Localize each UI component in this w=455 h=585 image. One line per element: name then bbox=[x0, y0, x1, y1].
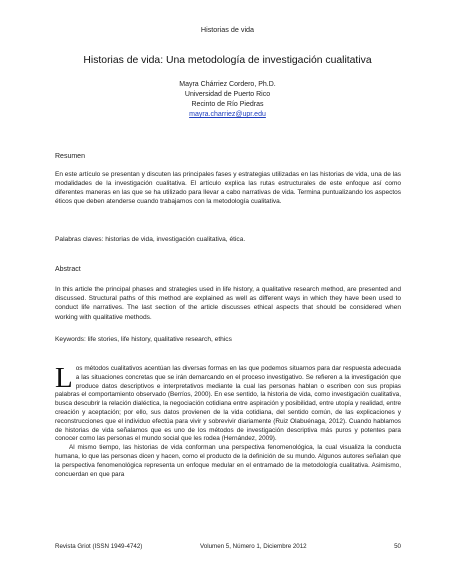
author-name: Mayra Chárriez Cordero, Ph.D. bbox=[179, 81, 276, 88]
author-email-link[interactable]: mayra.charriez@upr.edu bbox=[189, 111, 266, 118]
author-block bbox=[0, 80, 455, 120]
footer-page-number: 50 bbox=[394, 543, 401, 550]
palabras-claves: Palabras claves: historias de vida, investigación cualitativa, ética. bbox=[55, 236, 246, 243]
body-text bbox=[55, 362, 401, 479]
footer-journal: Revista Griot (ISSN 1949-4742) bbox=[55, 543, 143, 550]
author-campus: Recinto de Río Piedras bbox=[191, 101, 264, 108]
author-institution: Universidad de Puerto Rico bbox=[184, 91, 271, 98]
abstract-heading: Abstract bbox=[55, 266, 81, 273]
abstract-text: In this article the principal phases and strategies used in life history, a qualitative research method, are presented and discussed. Structural paths of this method are explained as well as different ways in which they have been used to conduct life narratives. The last section of the article discusses ethical aspects that should be considered when working with qualitative methods. bbox=[55, 286, 401, 321]
article-title: Historias de vida: Una metodología de investigación cualitativa bbox=[83, 55, 372, 66]
abstract-keywords: Keywords: life stories, life history, qualitative research, ethics bbox=[55, 336, 232, 343]
drop-cap: L bbox=[55, 362, 73, 394]
body-paragraph-1 bbox=[55, 362, 401, 444]
running-header: Historias de vida bbox=[200, 25, 255, 34]
resumen-heading: Resumen bbox=[55, 153, 85, 160]
footer-volume: Volumen 5, Número 1, Diciembre 2012 bbox=[200, 543, 307, 550]
body-paragraph-2: Al mismo tiempo, las historias de vida conforman una perspectiva fenomenológica, la cual visualiza la conducta humana, lo que las personas dicen y hacen, como el producto de la definición de su mundo. Algunos autores señalan que la perspectiva fenomenológica representa un enfoque medular en el entramado de la metodología cualitativa. Asimismo, concuerdan en que para bbox=[55, 444, 401, 478]
body-paragraph-1-text: os métodos cualitativos acentúan las diversas formas en las que podemos situarnos para dar respuesta adecuada a las situaciones concretas que se irán demarcando en el proceso investigativo. Se refieren a la investigación que produce datos descriptivos e interpretativos mediante la cual las personas hablan o escriben con sus propias palabras el comportamiento observado (Berríos, 2000). En ese sentido, la historia de vida, como investigación cualitativa, busca descubrir la relación dialéctica, la negociación cotidiana entre aspiración y posibilidad, entre utopía y realidad, entre creación y aceptación; por ello, sus datos provienen de la vida cotidiana, del sentido común, de las explicaciones y reconstrucciones que el individuo efectúa para vivir y sobrevivir diariamente (Ruiz Olabuénaga, 2012). Cuando hablamos de historias de vida señalamos que es uno de los métodos de investigación descriptiva más puros y potentes para conocer como las personas el mundo social que les rodea (Hernández, 2009). bbox=[55, 365, 401, 443]
resumen-text: En este artículo se presentan y discuten las principales fases y estrategias utilizadas en las historias de vida, una de las modalidades de la investigación cualitativa. El artículo explica las rutas estructurales de este enfoque así como diferentes maneras en las que se ha utilizado para llevar a cabo narrativas de vida. Termina puntualizando los aspectos éticos que deben atenderse cuando trabajamos con la metodología cualitativa. bbox=[55, 171, 401, 205]
